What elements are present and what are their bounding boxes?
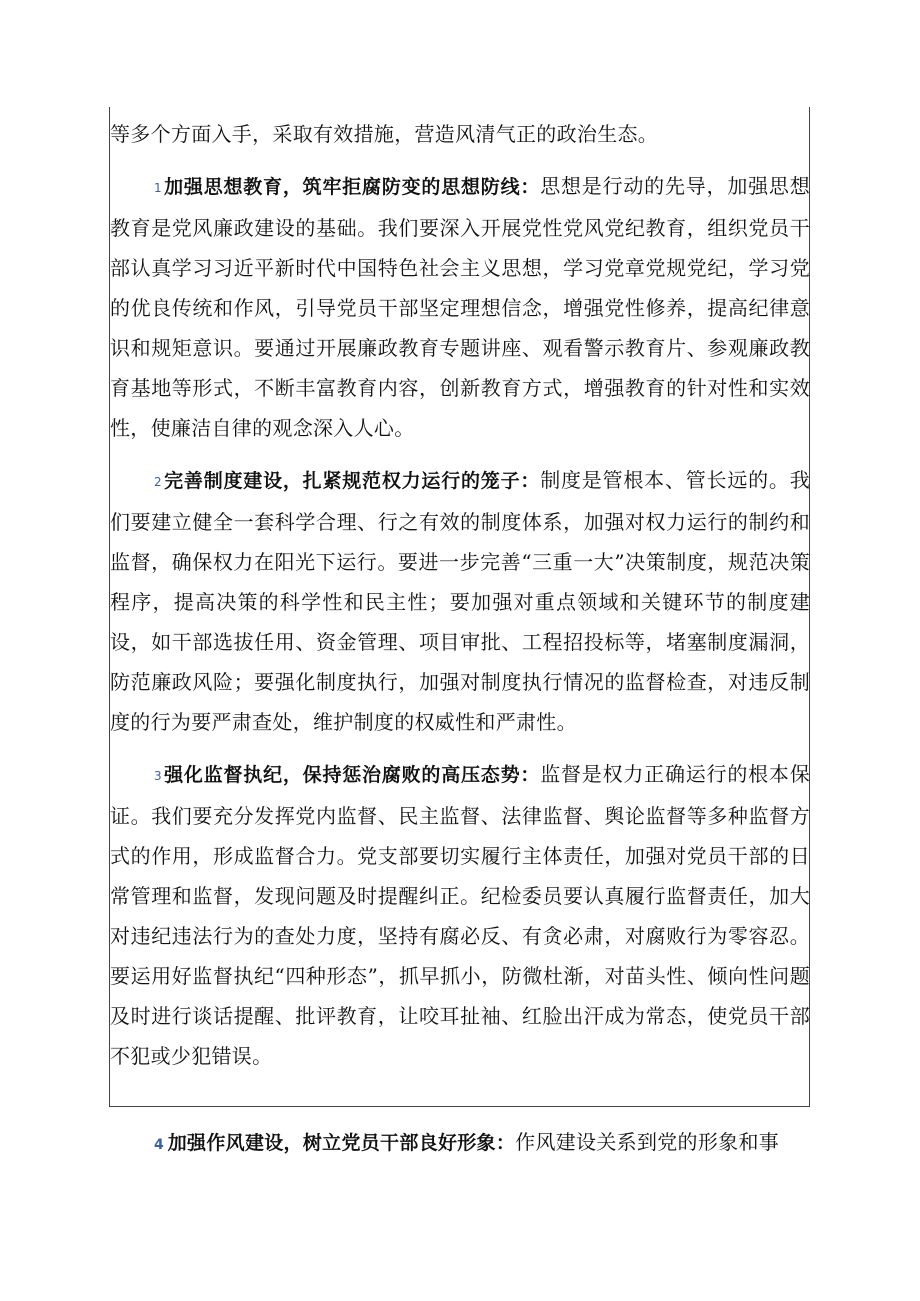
section-1-body: 思想是行动的先导，加强思想教育是党风廉政建设的基础。我们要深入开展党性党风党纪教育，组织党员干部认真学习习近平新时代中国特色社会主义思想，学习党章党规党纪，学习党的优良传统和作风，引导党员干部坚定理想信念，增强党性修养，提高纪律意识和规矩意识。要通过开展廉政教育专题讲座、观看警示教育片、参观廉政教育基地等形式，不断丰富教育内容，创新教育方式，增强教育的针对性和实效性，使廉洁自律的观念深入人心。 [110, 174, 810, 440]
section-2-paragraph [110, 460, 810, 742]
section-3-paragraph [110, 754, 810, 1076]
continuation-paragraph: 等多个方面入手，采取有效措施，营造风清气正的政治生态。 [110, 122, 659, 146]
section-4-number: 4 [154, 1137, 164, 1153]
section-1-heading: 加强思想教育，筑牢拒腐防变的思想防线： [163, 176, 541, 198]
section-1-paragraph [110, 166, 810, 448]
below-table-content [110, 1122, 810, 1177]
section-1-number: 1 [154, 181, 162, 195]
section-3-body: 监督是权力正确运行的根本保证。我们要充分发挥党内监督、民主监督、法律监督、舆论监督等多种监督方式的作用，形成监督合力。党支部要切实履行主体责任，加强对党员干部的日常管理和监督，发现问题及时提醒纠正。纪检委员要认真履行监督责任，加大对违纪违法行为的查处力度，坚持有腐必反、有贪必肃，对腐败行为零容忍。要运用好监督执纪“四种形态”，抓早抓小，防微杜渐，对苗头性、倾向性问题及时进行谈话提醒、批评教育，让咬耳扯袖、红脸出汗成为常态，使党员干部不犯或少犯错误。 [110, 762, 810, 1068]
section-4-heading: 加强作风建设，树立党员干部良好形象： [167, 1132, 516, 1154]
section-2-body: 制度是管根本、管长远的。我们要建立健全一套科学合理、行之有效的制度体系，加强对权力运行的制约和监督，确保权力在阳光下运行。要进一步完善“三重一大”决策制度，规范决策程序，提高决策的科学性和民主性；要加强对重点领域和关键环节的制度建设，如干部选拔任用、资金管理、项目审批、工程招投标等，堵塞制度漏洞，防范廉政风险；要强化制度执行，加强对制度执行情况的监督检查，对违反制度的行为要严肃查处，维护制度的权威性和严肃性。 [110, 468, 810, 734]
section-3-heading: 强化监督执纪，保持惩治腐败的高压态势： [163, 764, 541, 786]
section-2-number: 2 [154, 475, 162, 489]
section-4-paragraph [110, 1122, 810, 1165]
section-3-number: 3 [154, 769, 162, 783]
section-2-heading: 完善制度建设，扎紧规范权力运行的笼子： [163, 470, 541, 492]
section-4-body: 作风建设关系到党的形象和事 [515, 1130, 780, 1154]
table-cell-content [110, 114, 810, 1088]
